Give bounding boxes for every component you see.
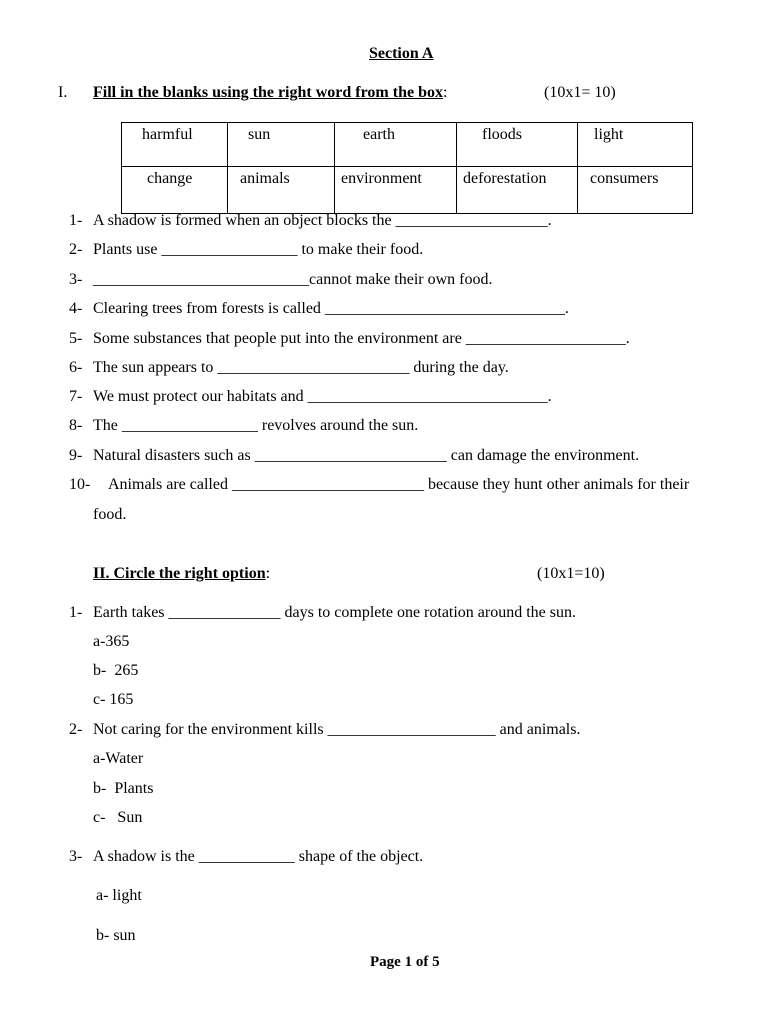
word-box-cell: harmful <box>122 123 228 167</box>
question-number: 2- <box>69 721 83 738</box>
question-continuation: food. <box>93 506 127 523</box>
question-number: 5- <box>69 330 83 347</box>
question-text: Some substances that people put into the environment are ____________________. <box>93 330 630 347</box>
answer-option: a-Water <box>93 750 144 767</box>
question-number: 3- <box>69 271 83 288</box>
question-number: 10- <box>69 476 91 493</box>
question-number: 3- <box>69 848 83 865</box>
part1-heading: Fill in the blanks using the right word from the box <box>93 84 443 101</box>
answer-option: b- 265 <box>93 662 139 679</box>
section-title: Section A <box>369 45 434 62</box>
word-box-row <box>122 123 693 167</box>
question-number: 2- <box>69 241 83 258</box>
answer-option: a-365 <box>93 633 130 650</box>
answer-option: b- sun <box>96 927 136 944</box>
question-text: The sun appears to ________________________ during the day. <box>93 359 509 376</box>
question-text: A shadow is the ____________ shape of the object. <box>93 848 424 865</box>
word-box-table <box>121 122 693 214</box>
word-box-cell: environment <box>335 167 457 214</box>
part1-heading-line <box>93 83 447 103</box>
question-number: 1- <box>69 212 83 229</box>
word-box-cell: deforestation <box>457 167 578 214</box>
part2-heading-colon: : <box>265 565 271 582</box>
word-box-cell: floods <box>457 123 578 167</box>
question-text: ___________________________cannot make their own food. <box>93 271 493 288</box>
word-box-cell: sun <box>228 123 335 167</box>
word-box-cell: light <box>578 123 693 167</box>
question-text: Earth takes ______________ days to complete one rotation around the sun. <box>93 604 577 621</box>
question-number: 8- <box>69 417 83 434</box>
answer-option: c- Sun <box>93 809 143 826</box>
question-number: 7- <box>69 388 83 405</box>
question-text: Natural disasters such as ________________________ can damage the environment. <box>93 447 640 464</box>
page-footer: Page 1 of 5 <box>370 954 440 970</box>
part2-heading-line <box>93 564 270 584</box>
question-text: We must protect our habitats and ______________________________. <box>93 388 552 405</box>
question-text: Animals are called ________________________ because they hunt other animals for their <box>108 476 690 493</box>
word-box-row <box>122 167 693 214</box>
answer-option: b- Plants <box>93 780 154 797</box>
part1-heading-colon: : <box>442 84 448 101</box>
word-box-cell: earth <box>335 123 457 167</box>
word-box-cell: consumers <box>578 167 693 214</box>
part1-marks: (10x1= 10) <box>544 84 616 101</box>
part2-marks: (10x1=10) <box>537 565 605 582</box>
part1-numeral: I. <box>58 84 68 101</box>
answer-option: a- light <box>96 887 142 904</box>
question-number: 1- <box>69 604 83 621</box>
question-number: 6- <box>69 359 83 376</box>
question-text: Plants use _________________ to make their food. <box>93 241 424 258</box>
question-number: 4- <box>69 300 83 317</box>
question-text: Clearing trees from forests is called ______________________________. <box>93 300 569 317</box>
part2-heading: II. Circle the right option <box>93 565 266 582</box>
question-text: Not caring for the environment kills _____________________ and animals. <box>93 721 581 738</box>
answer-option: c- 165 <box>93 691 134 708</box>
question-text: A shadow is formed when an object blocks the ___________________. <box>93 212 552 229</box>
word-box-cell: change <box>122 167 228 214</box>
word-box-cell: animals <box>228 167 335 214</box>
question-text: The _________________ revolves around the sun. <box>93 417 419 434</box>
question-number: 9- <box>69 447 83 464</box>
